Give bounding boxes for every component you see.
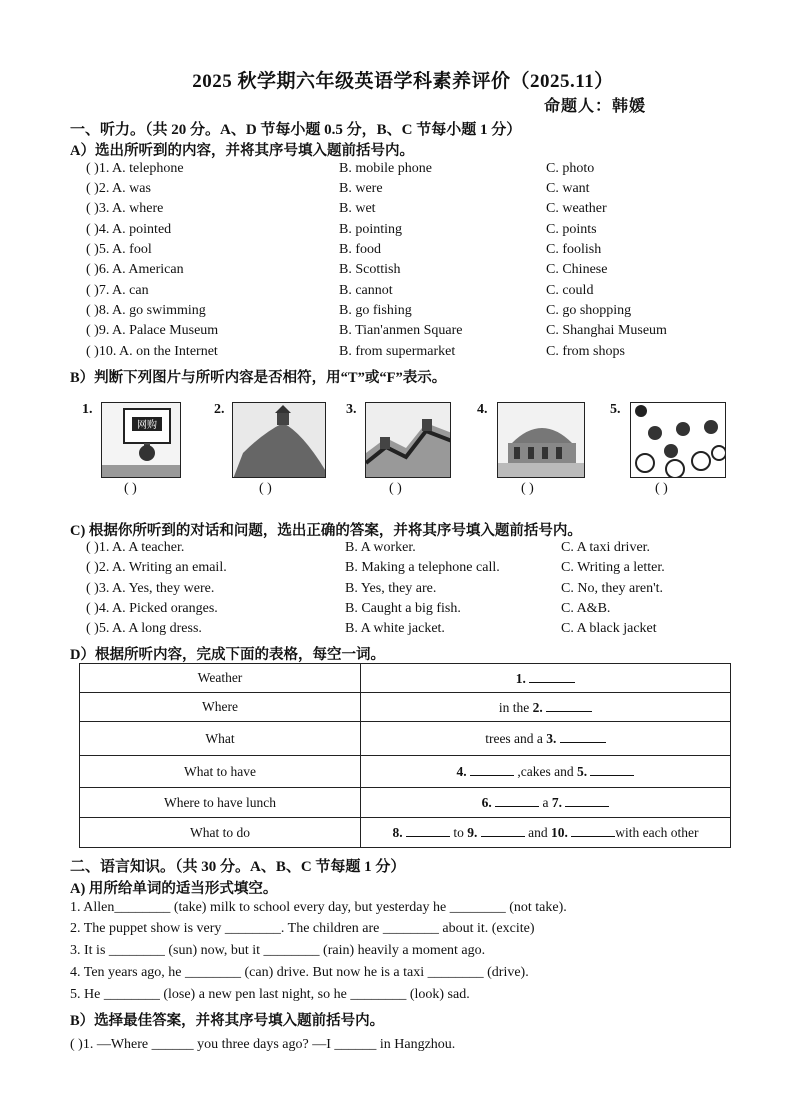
- question-a-7: ( )7. A. can: [86, 283, 149, 298]
- option-c-c-4: C. A&B.: [561, 601, 611, 616]
- question-c-2: ( )2. A. Writing an email.: [86, 560, 227, 575]
- question-c-1: ( )1. A. A teacher.: [86, 540, 185, 555]
- option-b-1: B. mobile phone: [339, 161, 432, 176]
- listening-d-instruction: D）根据所听内容，完成下面的表格，每空一词。: [70, 647, 385, 663]
- blank-6[interactable]: [495, 794, 539, 807]
- option-b-3: B. wet: [339, 201, 376, 216]
- blank-2[interactable]: [546, 699, 592, 712]
- row-answer: trees and a 3.: [361, 722, 731, 756]
- question-a-10: ( )10. A. on the Internet: [86, 344, 218, 359]
- fill-item-2: 2. The puppet show is very ________. The children are ________ about it. (excite): [70, 921, 535, 936]
- option-b-10: B. from supermarket: [339, 344, 456, 359]
- language-heading: 二、语言知识。（共 30 分。A、B、C 节每题 1 分）: [70, 859, 406, 875]
- option-b-5: B. food: [339, 242, 381, 257]
- picture-number-2: 2.: [214, 402, 225, 417]
- option-b-2: B. were: [339, 181, 383, 196]
- option-c-b-1: B. A worker.: [345, 540, 416, 555]
- row-label: Weather: [80, 664, 361, 693]
- sign-text: 网购: [137, 420, 157, 431]
- option-c-2: C. want: [546, 181, 590, 196]
- table-row: [80, 818, 731, 848]
- listening-c-instruction: C) 根据你所听到的对话和问题，选出正确的答案，并将其序号填入题前括号内。: [70, 523, 582, 539]
- question-c-4: ( )4. A. Picked oranges.: [86, 601, 218, 616]
- author-line: 命题人：韩媛: [544, 98, 647, 115]
- option-c-c-2: C. Writing a letter.: [561, 560, 665, 575]
- fill-item-4: 4. Ten years ago, he ________ (can) drive. But now he is a taxi ________ (drive).: [70, 965, 529, 980]
- option-c-b-5: B. A white jacket.: [345, 621, 445, 636]
- picture-museum-building: [497, 402, 585, 478]
- option-b-7: B. cannot: [339, 283, 393, 298]
- row-label: Where: [80, 693, 361, 722]
- option-c-b-3: B. Yes, they are.: [345, 581, 437, 596]
- table-row: [80, 693, 731, 722]
- table-row: [80, 756, 731, 788]
- blank-7[interactable]: [565, 794, 609, 807]
- language-a-instruction: A) 用所给单词的适当形式填空。: [70, 881, 278, 897]
- table-row: [80, 664, 731, 693]
- picture-number-5: 5.: [610, 402, 621, 417]
- fill-item-1: 1. Allen________ (take) milk to school every day, but yesterday he ________ (not take).: [70, 900, 567, 915]
- row-label: What: [80, 722, 361, 756]
- blank-4[interactable]: [470, 763, 514, 776]
- option-c-b-2: B. Making a telephone call.: [345, 560, 500, 575]
- picture-online-shopping: [101, 402, 181, 478]
- option-b-9: B. Tian'anmen Square: [339, 323, 463, 338]
- question-a-3: ( )3. A. where: [86, 201, 164, 216]
- row-answer: 4. ,cakes and 5.: [361, 756, 731, 788]
- question-a-6: ( )6. A. American: [86, 262, 184, 277]
- listening-a-instruction: A）选出所听到的内容，并将其序号填入题前括号内。: [70, 143, 414, 159]
- option-c-c-3: C. No, they aren't.: [561, 581, 664, 596]
- answer-paren-2: ( ): [259, 481, 272, 496]
- picture-cycling-children: [630, 402, 726, 478]
- picture-mountain: [232, 402, 326, 478]
- question-a-9: ( )9. A. Palace Museum: [86, 323, 219, 338]
- row-label: What to have: [80, 756, 361, 788]
- question-a-1: ( )1. A. telephone: [86, 161, 184, 176]
- listening-b-instruction: B）判断下列图片与所听内容是否相符，用“T”或“F”表示。: [70, 370, 447, 386]
- fill-item-3: 3. It is ________ (sun) now, but it ________ (rain) heavily a moment ago.: [70, 943, 486, 958]
- question-c-3: ( )3. A. Yes, they were.: [86, 581, 215, 596]
- row-label: Where to have lunch: [80, 788, 361, 818]
- question-c-5: ( )5. A. A long dress.: [86, 621, 202, 636]
- option-c-c-1: C. A taxi driver.: [561, 540, 651, 555]
- listening-heading: 一、听力。（共 20 分。A、D 节每小题 0.5 分，B、C 节每小题 1 分）: [70, 122, 522, 138]
- question-a-4: ( )4. A. pointed: [86, 222, 172, 237]
- question-a-5: ( )5. A. fool: [86, 242, 152, 257]
- option-c-8: C. go shopping: [546, 303, 632, 318]
- option-c-7: C. could: [546, 283, 594, 298]
- option-b-4: B. pointing: [339, 222, 403, 237]
- option-c-10: C. from shops: [546, 344, 625, 359]
- row-answer: in the 2.: [361, 693, 731, 722]
- table-row: [80, 722, 731, 756]
- row-answer: 8. to 9. and 10. with each other: [361, 818, 731, 848]
- blank-1[interactable]: [529, 670, 575, 683]
- choice-item-1: ( )1. —Where ______ you three days ago? —I ______ in Hangzhou.: [70, 1037, 456, 1052]
- blank-9[interactable]: [481, 824, 525, 837]
- language-b-instruction: B）选择最佳答案，并将其序号填入题前括号内。: [70, 1013, 385, 1029]
- answer-paren-4: ( ): [521, 481, 534, 496]
- option-c-1: C. photo: [546, 161, 595, 176]
- question-a-8: ( )8. A. go swimming: [86, 303, 206, 318]
- answer-paren-3: ( ): [389, 481, 402, 496]
- option-c-5: C. foolish: [546, 242, 602, 257]
- answer-paren-5: ( ): [655, 481, 668, 496]
- question-a-2: ( )2. A. was: [86, 181, 151, 196]
- option-c-3: C. weather: [546, 201, 607, 216]
- option-c-c-5: C. A black jacket: [561, 621, 657, 636]
- row-answer: 1.: [361, 664, 731, 693]
- answer-paren-1: ( ): [124, 481, 137, 496]
- row-label: What to do: [80, 818, 361, 848]
- option-c-4: C. points: [546, 222, 597, 237]
- blank-8[interactable]: [406, 824, 450, 837]
- option-c-b-4: B. Caught a big fish.: [345, 601, 461, 616]
- picture-number-3: 3.: [346, 402, 357, 417]
- fill-in-table: [79, 663, 731, 848]
- table-row: [80, 788, 731, 818]
- page-title: 2025 秋学期六年级英语学科素养评价（2025.11）: [192, 71, 614, 92]
- option-b-6: B. Scottish: [339, 262, 401, 277]
- blank-5[interactable]: [590, 763, 634, 776]
- blank-10[interactable]: [571, 824, 615, 837]
- picture-great-wall: [365, 402, 451, 478]
- blank-3[interactable]: [560, 730, 606, 743]
- option-b-8: B. go fishing: [339, 303, 412, 318]
- fill-item-5: 5. He ________ (lose) a new pen last night, so he ________ (look) sad.: [70, 987, 470, 1002]
- picture-number-1: 1.: [82, 402, 93, 417]
- picture-number-4: 4.: [477, 402, 488, 417]
- row-answer: 6. a 7.: [361, 788, 731, 818]
- option-c-6: C. Chinese: [546, 262, 608, 277]
- option-c-9: C. Shanghai Museum: [546, 323, 667, 338]
